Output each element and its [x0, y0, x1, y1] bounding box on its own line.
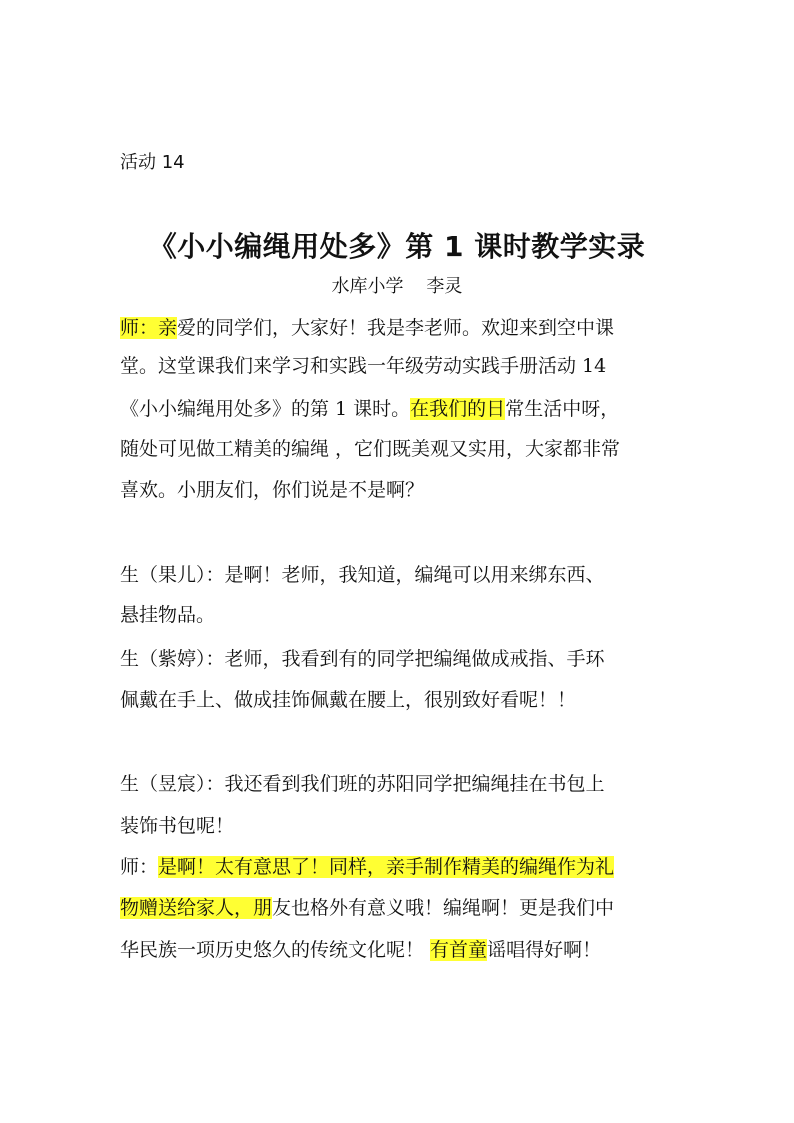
paragraph-line-14 — [120, 938, 601, 962]
paragraph-line-10: 生（昱宸）：我还看到我们班的苏阳同学把编绳挂在书包上 — [120, 773, 605, 795]
line-text: 谣唱得好啊！ — [487, 939, 602, 961]
paragraph-line-9: 佩戴在手上、做成挂饰佩戴在腰上，很别致好看呢！！ — [120, 689, 577, 711]
paragraph-line-7: 悬挂物品。 — [120, 604, 216, 626]
highlighted-text: 在我们的日 — [410, 398, 506, 420]
author-line: 水库小学 李灵 — [331, 276, 463, 297]
paragraph-line-3 — [120, 397, 619, 421]
paragraph-line-8: 生（紫婷）：老师，我看到有的同学把编绳做成戒指、手环 — [120, 648, 605, 670]
paragraph-line-11: 装饰书包呢！ — [120, 815, 235, 837]
highlighted-text: 物赠送给家人，朋 — [120, 897, 273, 919]
paragraph-line-13 — [120, 896, 614, 920]
line-text: 华民族一项历史悠久的传统文化呢！ — [120, 939, 431, 961]
paragraph-line-5: 喜欢。小朋友们，你们说是不是啊？ — [120, 479, 425, 501]
line-text: 友也格外有意义哦！编绳啊！更是我们中 — [272, 897, 615, 919]
paragraph-line-1 — [120, 316, 614, 340]
paragraph-line-4: 随处可见做工精美的编绳 ，它们既美观又实用，大家都非常 — [120, 438, 621, 460]
highlighted-text: 有首童 — [430, 939, 488, 961]
line-text: 《小小编绳用处多》的第 1 课时。 — [120, 398, 411, 420]
line-text: 师： — [120, 856, 159, 878]
line-text: 常生活中呀， — [505, 398, 620, 420]
paragraph-line-12 — [120, 855, 614, 879]
highlighted-text: 是啊！太有意思了！同样，亲手制作精美的编绳作为礼 — [158, 856, 615, 878]
highlighted-text: 师：亲 — [120, 317, 178, 339]
paragraph-line-6: 生（果儿）：是啊！老师，我知道，编绳可以用来绑东西、 — [120, 564, 605, 586]
page-title: 《小小编绳用处多》第 1 课时教学实录 — [148, 230, 646, 263]
line-text: 爱的同学们，大家好！我是李老师。欢迎来到空中课 — [177, 317, 615, 339]
activity-label: 活动 14 — [120, 152, 185, 173]
paragraph-line-2: 堂。这堂课我们来学习和实践一年级劳动实践手册活动 14 — [120, 355, 607, 377]
